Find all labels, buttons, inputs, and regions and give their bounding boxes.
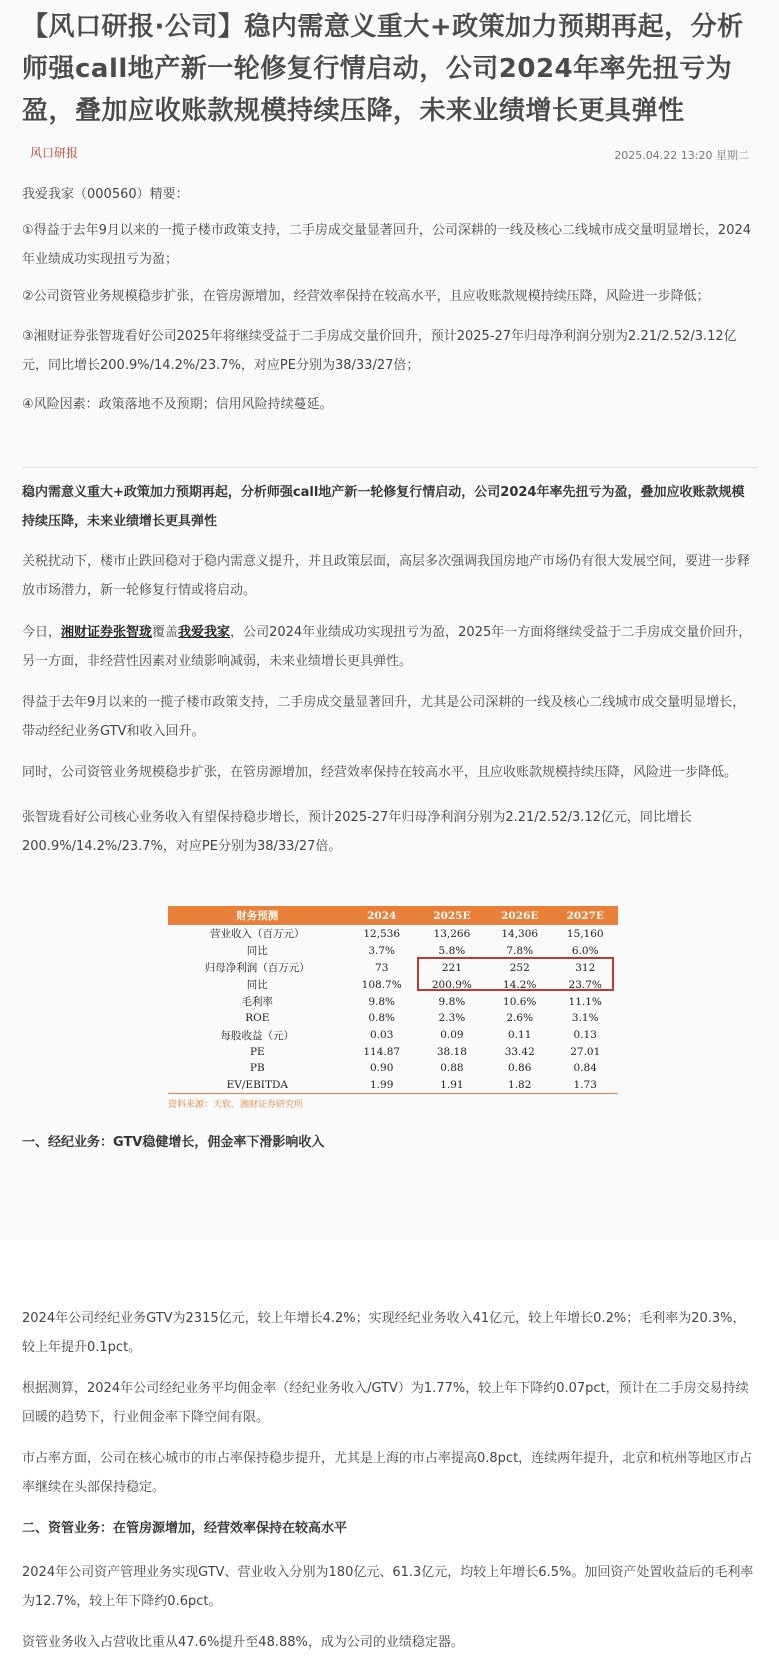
table-cell: 2.6% <box>506 1012 534 1025</box>
intro-line: 我爱我家（000560）精要： <box>22 187 189 202</box>
table-row <box>168 1044 618 1061</box>
table-cell: 3.7% <box>368 944 396 957</box>
table-cell: 3.1% <box>571 1012 599 1025</box>
table-cell: 9.8% <box>368 995 396 1008</box>
table-cell: 14.2% <box>503 978 537 991</box>
table-cell: 营业收入（百万元） <box>210 928 305 940</box>
table-cell: 0.09 <box>440 1029 464 1041</box>
article-page-bottom <box>0 1240 779 1680</box>
table-cell: 0.03 <box>370 1029 394 1041</box>
source-label[interactable]: 风口研报 <box>30 146 79 160</box>
table-cell: 0.84 <box>573 1062 597 1075</box>
table-cell: 0.90 <box>370 1062 394 1075</box>
table-header-cell: 2027E <box>552 906 618 925</box>
table-cell: 12,536 <box>363 927 401 940</box>
para2-post: ，公司2024年业绩成功实现扭亏为盈，2025年一方面将继续受益于二手房成交量价回升，另一方面，非经营性因素对业绩影响减弱，未来业绩增长更具弹性。 <box>22 625 752 669</box>
section-2-title: 二、资管业务：在管房源增加，经营效率保持在较高水平 <box>22 1521 348 1536</box>
table-row <box>168 993 618 1010</box>
table-cell: 108.7% <box>361 978 402 991</box>
table-cell: 33.42 <box>504 1045 535 1058</box>
table-cell: 13,266 <box>433 927 471 940</box>
table-cell: EV/EBITDA <box>168 1077 347 1094</box>
body-paragraph-1: 关税扰动下，楼市止跌回稳对于稳内需意义提升，并且政策层面，高层多次强调我国房地产市场仍有很大发展空间，要进一步释放市场潜力，新一轮修复行情或将启动。 <box>22 554 751 598</box>
table-cell: 312 <box>575 961 596 974</box>
table-cell: 2.3% <box>438 1012 466 1025</box>
financial-forecast-table <box>168 906 618 1110</box>
table-cell: 11.1% <box>568 995 602 1008</box>
publish-datetime: 2025.04.22 13:20 星期二 <box>614 149 749 162</box>
para2-mid: 覆盖 <box>152 625 179 640</box>
table-cell: 1.99 <box>347 1077 417 1094</box>
table-cell: 5.8% <box>438 944 466 957</box>
table-row <box>168 925 618 942</box>
para2-pre: 今日， <box>22 625 62 640</box>
section-divider <box>22 467 757 468</box>
table-cell: 221 <box>441 961 462 974</box>
analyst-link[interactable]: 湘财证券张智珑 <box>61 625 153 640</box>
highlight-box <box>417 957 614 991</box>
section-1-paragraph-2: 根据测算，2024年公司经纪业务平均佣金率（经纪业务收入/GTV）为1.77%，较上年下降约0.07pct，预计在二手房交易持续回暖的趋势下，行业佣金率下降空间有限。 <box>22 1381 749 1425</box>
table-cell: 0.88 <box>440 1062 464 1075</box>
table-row <box>168 1010 618 1027</box>
table-cell: 252 <box>509 961 530 974</box>
table-cell: 归母净利润（百万元） <box>204 962 310 974</box>
table-cell: 9.8% <box>438 995 466 1008</box>
table-cell: 73 <box>375 961 389 974</box>
table-cell: PE <box>249 1045 265 1058</box>
table-header-cell: 2024 <box>347 906 417 925</box>
section-2-paragraph-2: 资管业务收入占营收比重从47.6%提升至48.88%，成为公司的业绩稳定器。 <box>22 1635 464 1650</box>
table-cell: 0.13 <box>573 1029 597 1041</box>
company-link[interactable]: 我爱我家 <box>178 625 231 640</box>
table-cell: 0.11 <box>508 1029 532 1041</box>
table-cell: 23.7% <box>568 978 602 991</box>
table-row <box>168 1077 618 1094</box>
table-cell: 毛利率 <box>241 996 274 1008</box>
table-cell: 0.8% <box>368 1012 396 1025</box>
body-paragraph-2 <box>22 618 757 676</box>
summary-point-1: ①得益于去年9月以来的一揽子楼市政策支持，二手房成交量显著回升，公司深耕的一线及核心二线城市成交量明显增长，2024年业绩成功实现扭亏为盈； <box>22 223 752 267</box>
summary-point-2: ②公司资管业务规模稳步扩张，在管房源增加，经营效率保持在较高水平，且应收账款规模持续压降，风险进一步降低； <box>22 289 710 304</box>
body-heading: 稳内需意义重大+政策加力预期再起，分析师强call地产新一轮修复行情启动，公司2024年率先扭亏为盈，叠加应收账款规模持续压降，未来业绩增长更具弹性 <box>22 485 745 529</box>
summary-point-4: ④风险因素：政策落地不及预期；信用风险持续蔓延。 <box>22 397 333 412</box>
body-paragraph-4: 同时，公司资管业务规模稳步扩张，在管房源增加，经营效率保持在较高水平，且应收账款规模持续压降，风险进一步降低。 <box>22 765 738 780</box>
article-title: 【风口研报·公司】稳内需意义重大+政策加力预期再起，分析师强call地产新一轮修复行情启动，公司2024年率先扭亏为盈，叠加应收账款规模持续压降，未来业绩增长更具弹性 <box>22 12 744 126</box>
table-cell: 27.01 <box>570 1045 601 1058</box>
table-row <box>168 1027 618 1044</box>
table-source-note: 资料来源：天软、湘财证券研究所 <box>168 1100 304 1110</box>
table-cell: 0.86 <box>508 1062 532 1075</box>
table-cell: 7.8% <box>506 944 534 957</box>
section-1-title: 一、经纪业务：GTV稳健增长，佣金率下滑影响收入 <box>22 1135 325 1150</box>
table-cell: ROE <box>245 1012 270 1025</box>
table-header-cell: 财务预测 <box>168 906 347 925</box>
section-2-paragraph-1: 2024年公司资产管理业务实现GTV、营业收入分别为180亿元、61.3亿元，均较上年增长6.5%。加回资产处置收益后的毛利率为12.7%，较上年下降约0.6pct。 <box>22 1565 754 1609</box>
table-cell: 114.87 <box>363 1045 401 1058</box>
table-cell: 10.6% <box>503 995 537 1008</box>
table-cell: 14,306 <box>501 927 539 940</box>
section-1-paragraph-1: 2024年公司经纪业务GTV为2315亿元，较上年增长4.2%；实现经纪业务收入41亿元，较上年增长0.2%；毛利率为20.3%，较上年提升0.1pct。 <box>22 1311 746 1355</box>
section-1-paragraph-3: 市占率方面，公司在核心城市的市占率保持稳步提升，尤其是上海的市占率提高0.8pct，连续两年提升，北京和杭州等地区市占率继续在头部保持稳定。 <box>22 1451 753 1495</box>
table-cell: 15,160 <box>566 927 604 940</box>
table-cell: 同比 <box>246 979 268 991</box>
summary-point-3: ③湘财证券张智珑看好公司2025年将继续受益于二手房成交量价回升，预计2025-27年归母净利润分别为2.21/2.52/3.12亿元，同比增长200.9%/14.2%/23.7%，对应PE分别为38/33/27倍； <box>22 329 737 373</box>
table-cell: 每股收益（元） <box>220 1029 295 1042</box>
table-cell: 1.82 <box>487 1077 552 1094</box>
table-cell: PB <box>249 1062 265 1075</box>
body-paragraph-5: 张智珑看好公司核心业务收入有望保持稳步增长，预计2025-27年归母净利润分别为2.21/2.52/3.12亿元，同比增长200.9%/14.2%/23.7%，对应PE分别为38/33/27倍。 <box>22 810 692 854</box>
table-cell: 200.9% <box>431 978 472 991</box>
table-cell: 38.18 <box>436 1045 467 1058</box>
table-header-cell: 2025E <box>417 906 487 925</box>
table-cell: 1.91 <box>417 1077 487 1094</box>
table-header-row <box>168 906 618 925</box>
table-row <box>168 1060 618 1077</box>
table-header-cell: 2026E <box>487 906 552 925</box>
body-paragraph-3: 得益于去年9月以来的一揽子楼市政策支持，二手房成交量显著回升，尤其是公司深耕的一线及核心二线城市成交量明显增长，带动经纪业务GTV和收入回升。 <box>22 695 746 739</box>
table-cell: 同比 <box>246 945 268 957</box>
table-cell: 1.73 <box>552 1077 618 1094</box>
table-cell: 6.0% <box>571 944 599 957</box>
